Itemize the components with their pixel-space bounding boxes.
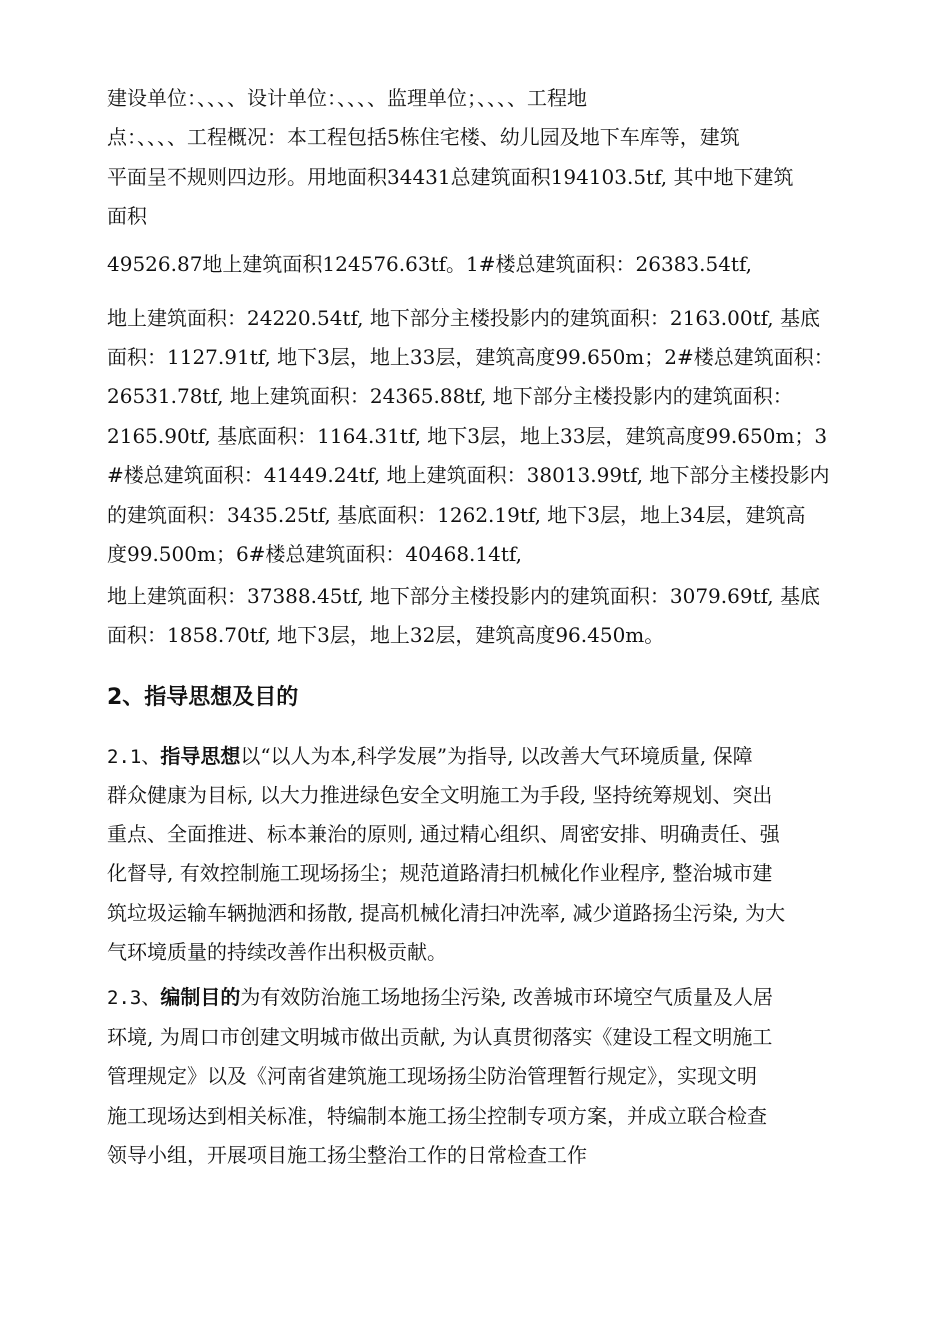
paragraph-line: 领导小组，开展项目施工扬尘整治工作的日常检查工作 [107, 1143, 587, 1167]
overview-line: 度99.500m；6#楼总建筑面积：40468.14tf, [107, 542, 522, 566]
overview-line: 的建筑面积：3435.25tf, 基底面积：1262.19tf, 地下3层，地上34层，建筑高 [107, 503, 806, 527]
overview-line: 点：、、、、工程概况：本工程包括5栋住宅楼、幼儿园及地下车库等，建筑 [107, 125, 740, 149]
paragraph-line: 施工现场达到相关标准，特编制本施工扬尘控制专项方案，并成立联合检查 [107, 1104, 767, 1128]
overview-line: 面积 [107, 204, 147, 228]
paragraph-line: 筑垃圾运输车辆抛洒和扬散, 提高机械化清扫冲洗率, 减少道路扬尘污染, 为大 [107, 901, 786, 925]
overview-line: 建设单位：、、、、设计单位：、、、、监理单位；、、、、工程地 [107, 86, 587, 110]
paragraph-line: 化督导, 有效控制施工现场扬尘；规范道路清扫机械化作业程序, 整治城市建 [107, 861, 773, 885]
clause-lead: 指导思想 [160, 744, 241, 768]
paragraph-first-line [107, 984, 867, 1011]
overview-line: 面积：1127.91tf, 地下3层，地上33层，建筑高度99.650m；2#楼总建筑面积： [107, 345, 834, 369]
overview-line: #楼总建筑面积：41449.24tf, 地上建筑面积：38013.99tf, 地下部分主楼投影内 [107, 463, 830, 487]
paragraph-line: 环境, 为周口市创建文明城市做出贡献, 为认真贯彻落实《建设工程文明施工 [107, 1025, 773, 1049]
clause-number: 2.3、 [107, 987, 161, 1009]
overview-line: 平面呈不规则四边形。用地面积34431总建筑面积194103.5tf, 其中地下建筑 [107, 165, 794, 189]
paragraph-line: 重点、全面推进、标本兼治的原则, 通过精心组织、周密安排、明确责任、强 [107, 822, 780, 846]
clause-lead: 编制目的 [160, 985, 241, 1009]
paragraph-line: 管理规定》以及《河南省建筑施工现场扬尘防治管理暂行规定》，实现文明 [107, 1064, 757, 1088]
overview-line: 2165.90tf, 基底面积：1164.31tf, 地下3层，地上33层，建筑高度99.650m；3 [107, 424, 828, 448]
clause-text: 为有效防治施工场地扬尘污染, 改善城市环境空气质量及人居 [240, 985, 774, 1009]
paragraph-first-line [107, 743, 867, 770]
overview-line: 26531.78tf, 地上建筑面积：24365.88tf, 地下部分主楼投影内的建筑面积： [107, 384, 793, 408]
paragraph-line: 群众健康为目标, 以大力推进绿色安全文明施工为手段, 坚持统筹规划、突出 [107, 783, 773, 807]
overview-line: 面积：1858.70tf, 地下3层，地上32层，建筑高度96.450m。 [107, 623, 665, 647]
overview-line: 地上建筑面积：37388.45tf, 地下部分主楼投影内的建筑面积：3079.69tf, 基底 [107, 584, 821, 608]
overview-line: 49526.87地上建筑面积124576.63tf。1#楼总建筑面积：26383.54tf, [107, 252, 753, 276]
section-heading: 2、指导思想及目的 [107, 685, 299, 710]
clause-text: 以“以人为本,科学发展”为指导, 以改善大气环境质量, 保障 [240, 744, 753, 768]
clause-number: 2.1、 [107, 746, 161, 768]
overview-line: 地上建筑面积：24220.54tf, 地下部分主楼投影内的建筑面积：2163.00tf, 基底 [107, 306, 821, 330]
paragraph-line: 气环境质量的持续改善作出积极贡献。 [107, 940, 447, 964]
